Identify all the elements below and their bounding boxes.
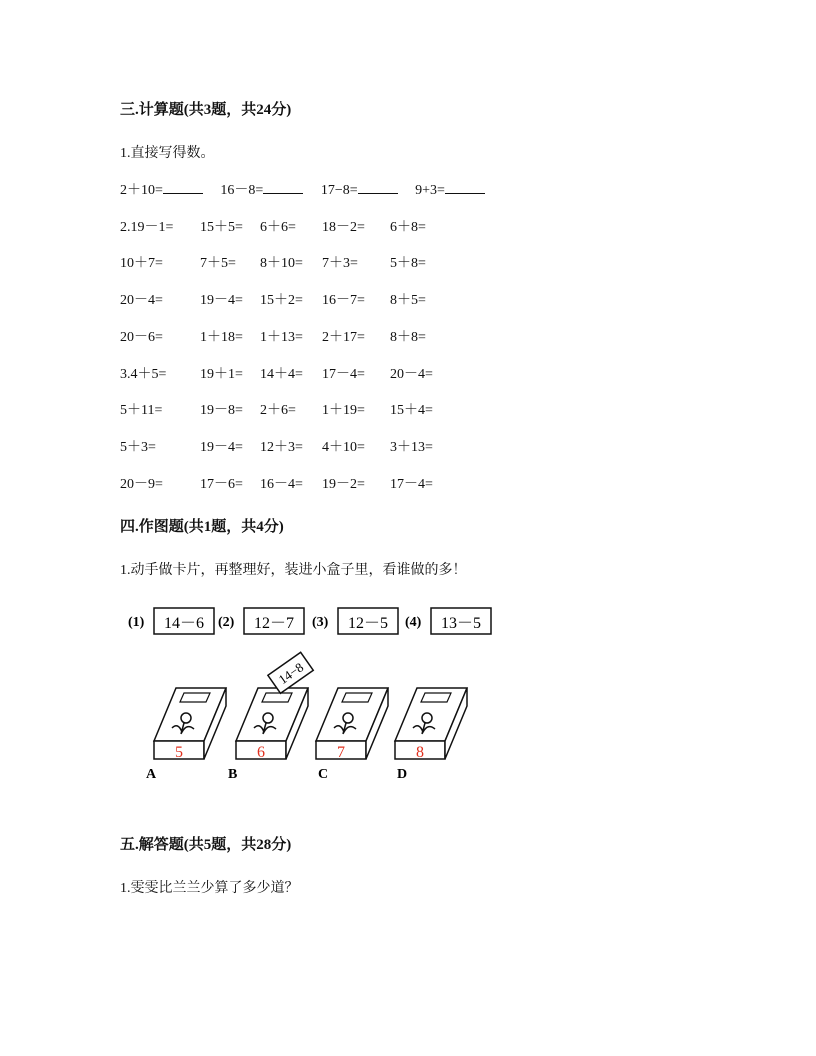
calc-item: 3.4＋5=: [120, 367, 167, 382]
calc-item: 19＋1=: [200, 367, 243, 382]
calc-item: 8＋8=: [390, 330, 426, 345]
box-number: 8: [416, 744, 424, 761]
calc-item: 8＋5=: [390, 293, 426, 308]
calc-item: 16－7=: [322, 293, 365, 308]
storage-box: [146, 688, 226, 782]
calc-item: 19－8=: [200, 403, 243, 418]
task-card: [128, 608, 214, 634]
calc-item: 17－4=: [322, 367, 365, 382]
card-expression: 14－6: [163, 615, 205, 632]
calc-item: 1＋13=: [260, 330, 303, 345]
card-number: (2): [218, 615, 235, 630]
section-3-heading: 三.计算题(共3题，共24分): [120, 102, 292, 118]
calc-item: 20－4=: [390, 367, 433, 382]
calc-row-7: [120, 399, 450, 419]
storage-box: [228, 688, 308, 782]
calc-item: 17−8=: [320, 183, 358, 198]
calc-item: 5＋11=: [120, 403, 163, 418]
task-card: [218, 608, 304, 634]
calc-item: 2＋10=: [120, 183, 163, 198]
calc-row-5: [120, 326, 450, 346]
box-number: 7: [337, 744, 345, 761]
card-expression: 12－7: [253, 615, 295, 632]
flower-icon: [343, 713, 353, 723]
calc-item: 12＋3=: [260, 440, 303, 455]
question-3-1-label: 1.直接写得数。: [120, 146, 215, 161]
calc-item: 5＋8=: [390, 256, 426, 271]
calc-item: 16－4=: [260, 477, 303, 492]
calc-item: 8＋10=: [260, 256, 303, 271]
card-box-figure: [120, 600, 520, 790]
calc-row-4: [120, 289, 450, 309]
calc-item: 9+3=: [415, 183, 445, 198]
card-number: (1): [128, 615, 145, 630]
calc-item: 4＋10=: [322, 440, 365, 455]
calc-item: 19－2=: [322, 477, 365, 492]
calc-item: 2＋17=: [322, 330, 365, 345]
box-letter: D: [397, 767, 408, 782]
calc-item: 17－6=: [200, 477, 243, 492]
card-number: (3): [312, 615, 329, 630]
answer-blank[interactable]: [358, 179, 398, 194]
box-letter: A: [146, 767, 157, 782]
calc-row-3: [120, 252, 450, 272]
task-card: [405, 608, 491, 634]
calc-row-1: [120, 179, 485, 199]
calc-row-8: [120, 436, 450, 456]
box-label-slot: [262, 693, 292, 702]
inserted-card-expression: 14−8: [275, 659, 307, 688]
question-5-1-label: 1.雯雯比兰兰少算了多少道？: [120, 881, 299, 896]
card-expression: 12－5: [347, 615, 389, 632]
question-4-1-label: 1.动手做卡片，再整理好，装进小盒子里，看谁做的多！: [120, 563, 467, 578]
storage-box: [395, 688, 467, 782]
calc-item: 20－4=: [120, 293, 163, 308]
flower-icon: [181, 713, 191, 723]
box-letter: C: [318, 767, 329, 782]
answer-blank[interactable]: [263, 179, 303, 194]
task-card: [312, 608, 398, 634]
flower-icon: [422, 713, 432, 723]
storage-box: [316, 688, 388, 782]
box-label-slot: [180, 693, 210, 702]
calc-item: 10＋7=: [120, 256, 163, 271]
calc-item: 19－4=: [200, 440, 243, 455]
calc-item: 15＋5=: [200, 220, 243, 235]
inserted-card: [268, 652, 313, 693]
box-number: 5: [175, 744, 183, 761]
card-expression: 13－5: [440, 615, 482, 632]
calc-item: 1＋19=: [322, 403, 365, 418]
calc-item: 16－8=: [220, 183, 264, 198]
calc-item: 2.19－1=: [120, 220, 174, 235]
calc-item: 15＋2=: [260, 293, 303, 308]
calc-item: 20－6=: [120, 330, 163, 345]
calc-item: 7＋3=: [322, 256, 358, 271]
calc-item: 2＋6=: [260, 403, 296, 418]
card-number: (4): [405, 615, 422, 630]
flower-icon: [263, 713, 273, 723]
calc-item: 20－9=: [120, 477, 163, 492]
calc-item: 5＋3=: [120, 440, 156, 455]
calc-row-9: [120, 473, 450, 493]
answer-blank[interactable]: [163, 179, 203, 194]
calc-item: 1＋18=: [200, 330, 243, 345]
calc-item: 6＋6=: [260, 220, 296, 235]
calc-item: 14＋4=: [260, 367, 303, 382]
calc-item: 19－4=: [200, 293, 243, 308]
section-4-heading: 四.作图题(共1题，共4分): [120, 519, 284, 535]
box-label-slot: [421, 693, 451, 702]
calc-row-6: [120, 363, 450, 383]
box-label-slot: [342, 693, 372, 702]
box-number: 6: [257, 744, 265, 761]
calc-item: 3＋13=: [390, 440, 433, 455]
calc-item: 6＋8=: [390, 220, 426, 235]
calc-item: 18－2=: [322, 220, 365, 235]
calc-item: 15＋4=: [390, 403, 433, 418]
answer-blank[interactable]: [445, 179, 485, 194]
box-letter: B: [228, 767, 238, 782]
section-5-heading: 五.解答题(共5题，共28分): [120, 837, 292, 853]
calc-item: 7＋5=: [200, 256, 236, 271]
calc-row-2: [120, 216, 450, 236]
calc-item: 17－4=: [390, 477, 433, 492]
